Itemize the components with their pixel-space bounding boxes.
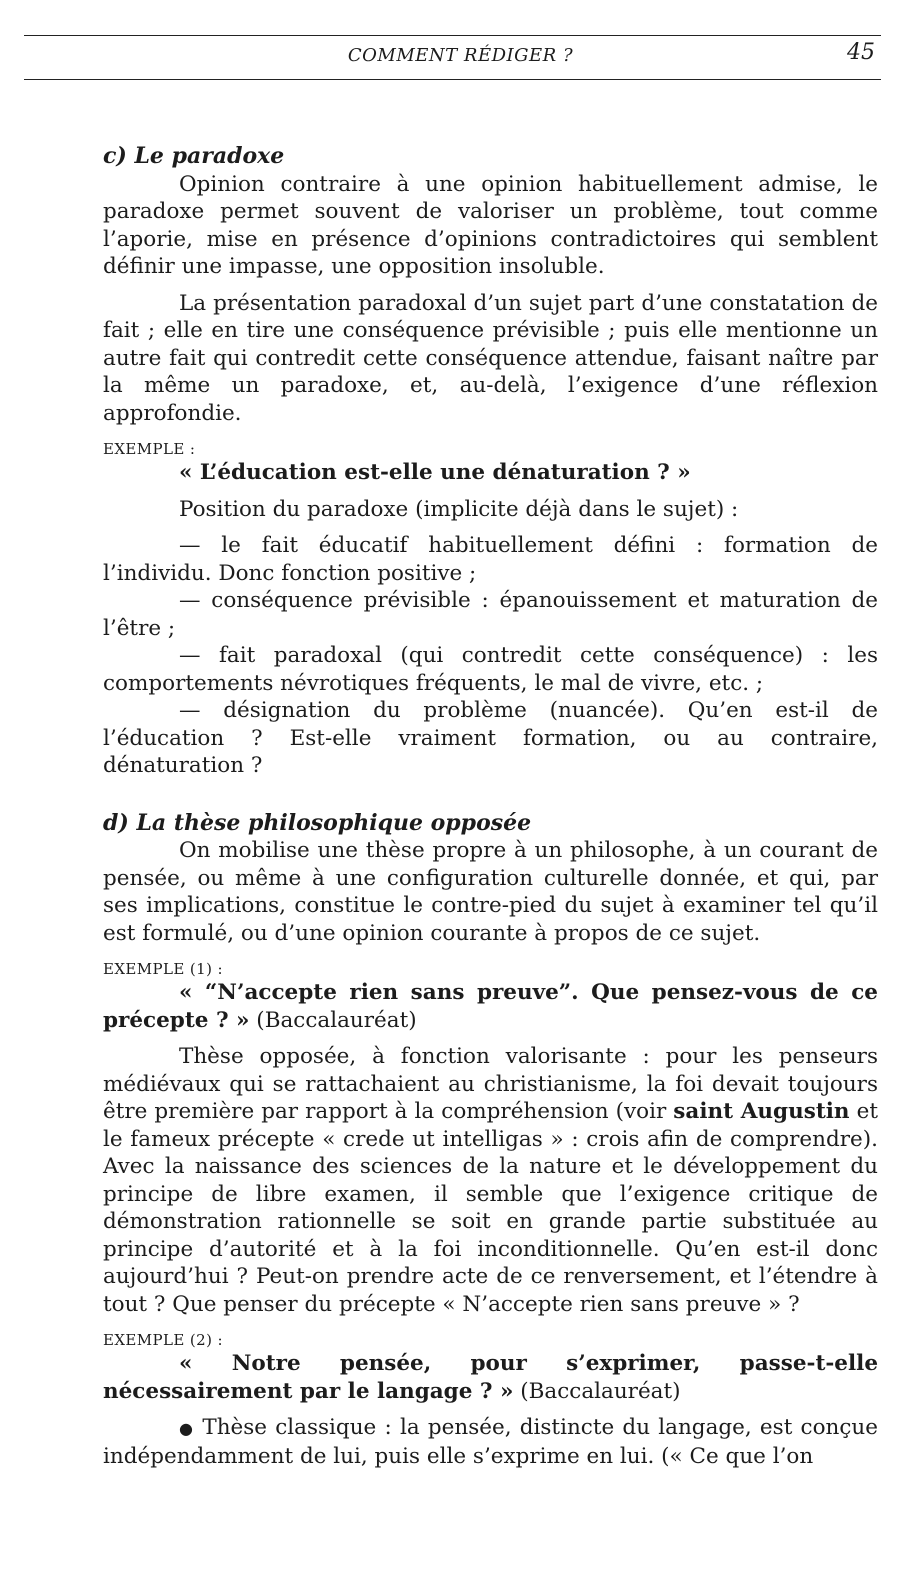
example-2-subject [103, 1350, 878, 1405]
example-2-source: (Baccalauréat) [513, 1378, 681, 1404]
section-d-paragraph-1: On mobilise une thèse propre à un philosophe, à un courant de pensée, ou même à une configuration culturelle donnée, et qui, par ses implications, constitue le contre-pied du sujet à examiner tel qu’il est formulé, ou d’une opinion courante à propos de ce sujet. [103, 838, 878, 946]
example-1-paragraph [103, 1043, 878, 1318]
example-subject [103, 459, 878, 487]
example-subject-text: « L’éducation est-elle une dénaturation ? » [179, 460, 691, 485]
paradox-position-intro: Position du paradoxe (implicite déjà dans le sujet) : [179, 496, 739, 522]
section-c-paragraph-1: Opinion contraire à une opinion habituellement admise, le paradoxe permet souvent de valoriser un problème, tout comme l’aporie, mise en présence d’opinions contradictoires qui semblent définir une impasse, une opposition insoluble. [103, 171, 878, 279]
example-1-text-before: Thèse opposée, à fonction valorisante : pour les penseurs médiévaux qui se rattachaient au christianisme, la foi devait toujours être première par rapport à la compréhension (voir [103, 1044, 878, 1124]
running-header-title: COMMENT RÉDIGER ? [347, 45, 574, 66]
example-2-label: EXEMPLE (2) : [103, 1331, 223, 1349]
bullet-paragraph: ● Thèse classique : la pensée, distincte du langage, est conçue indépendamment de lui, puis elle s’exprime en lui. (« Ce que l’on [103, 1414, 878, 1470]
page-body [103, 143, 878, 1470]
example-1-subject-text: « “N’accepte rien sans preuve”. Que pensez-vous de ce précepte ? » [103, 980, 878, 1033]
header-bottom-rule [24, 79, 881, 80]
example-2-subject-text: « Notre pensée, pour s’exprimer, passe-t-elle nécessairement par le langage ? » [103, 1351, 878, 1404]
section-c-paragraph-2: La présentation paradoxal d’un sujet part d’une constatation de fait ; elle en tire une conséquence prévisible ; puis elle mentionne un autre fait qui contredit cette conséquence attendue, faisant naître par la même un paradoxe, et, au-delà, l’exigence d’une réflexion approfondie. [103, 290, 878, 426]
example-1-author: saint Augustin [673, 1099, 850, 1124]
example-1-label: EXEMPLE (1) : [103, 960, 223, 978]
dash-item: — le fait éducatif habituellement défini : formation de l’individu. Donc fonction positive ; [103, 533, 878, 586]
section-d-heading: d) La thèse philosophique opposée [103, 809, 532, 836]
dash-item: — désignation du problème (nuancée). Qu’en est-il de l’éducation ? Est-elle vraiment formation, ou au contraire, dénaturation ? [103, 698, 878, 778]
example-1-subject [103, 979, 878, 1034]
section-c-heading: c) Le paradoxe [103, 143, 285, 169]
example-1-source: (Baccalauréat) [249, 1007, 417, 1033]
example-1-text-after: et le fameux précepte « crede ut intelligas » : crois afin de comprendre). Avec la naissance des sciences de la nature et le développement du principe de libre examen, il semble que l’exigence critique de démonstration rationnelle se soit en grande partie substituée au principe d’autorité et à la foi inconditionnelle. Qu’en est-il donc aujourd’hui ? Peut-on prendre acte de ce renversement, et l’étendre à tout ? Que penser du précepte « N’accepte rien sans preuve » ? [103, 1099, 878, 1317]
dash-item: — fait paradoxal (qui contredit cette conséquence) : les comportements névrotiques fréquents, le mal de vivre, etc. ; [103, 643, 878, 696]
header-top-rule [24, 35, 881, 36]
example-label: EXEMPLE : [103, 440, 196, 458]
page-number: 45 [847, 40, 875, 65]
dash-item: — conséquence prévisible : épanouissement et maturation de l’être ; [103, 588, 878, 641]
